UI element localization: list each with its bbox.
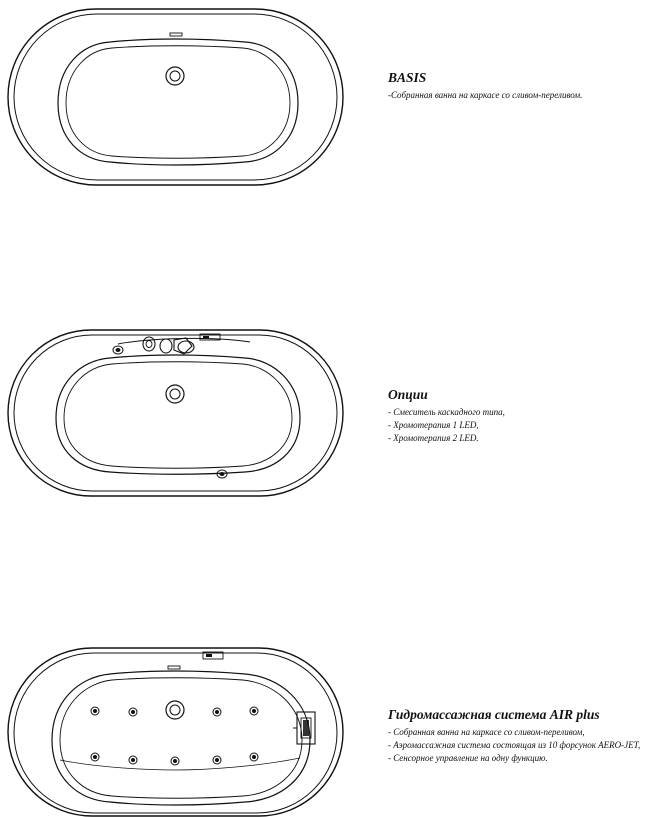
aero-jet-nozzle	[250, 753, 258, 761]
overflow-slot	[168, 666, 180, 669]
drain-inner	[170, 705, 180, 715]
caption-title: Опции	[388, 387, 428, 402]
drain-outer	[166, 701, 184, 719]
tub-basin-outline	[56, 355, 300, 474]
aero-jet-nozzle	[91, 707, 99, 715]
caption-line: - Хромотерапия 1 LED,	[388, 420, 479, 430]
caption-line: - Смеситель каскадного типа,	[388, 407, 505, 417]
tub-basin-inner-ledge	[60, 678, 302, 799]
tub-basin-outline	[52, 671, 310, 805]
aero-jet-nozzle	[213, 708, 221, 716]
bathtub-basis-drawing	[0, 8, 360, 186]
aero-jet-nozzle	[91, 753, 99, 761]
overflow-slot	[170, 33, 182, 36]
chromotherapy-light-1	[113, 346, 123, 354]
caption-title: Гидромассажная система AIR plus	[388, 707, 600, 722]
caption-air-plus	[388, 707, 650, 765]
caption-basis	[388, 70, 650, 102]
caption-line: - Аэромассажная система состоящая из 10 форсунок AERO-JET,	[388, 740, 641, 750]
tub-basin-inner-ledge	[64, 362, 292, 469]
cascade-mixer	[143, 334, 220, 354]
aero-jet-nozzle	[213, 756, 221, 764]
aero-jet-nozzle	[129, 708, 137, 716]
tub-outer-rim	[8, 648, 343, 816]
bathtub-options-drawing	[0, 322, 360, 502]
aero-jet-nozzle	[250, 707, 258, 715]
caption-line: - Собранная ванна на каркасе со сливом-переливом,	[388, 727, 585, 737]
caption-line: - Сенсорное управление на одну функцию.	[388, 753, 548, 763]
drain-inner	[170, 389, 180, 399]
drain-outer	[166, 385, 184, 403]
tub-lower-basin-curve	[60, 758, 300, 770]
caption-line: - Хромотерапия 2 LED.	[388, 433, 479, 443]
aero-jet-nozzle	[171, 757, 179, 765]
caption-options	[388, 387, 650, 445]
tub-rim-inner-line	[14, 653, 337, 813]
drain-inner	[170, 71, 180, 81]
aero-jet-nozzles	[91, 707, 258, 765]
tub-basin-outline	[58, 39, 298, 165]
tub-basin-inner-ledge	[66, 46, 290, 159]
caption-line: -Собранная ванна на каркасе со сливом-переливом.	[388, 90, 583, 100]
headrest	[293, 712, 315, 744]
tub-rim-inner-line	[14, 335, 337, 491]
drain-outer	[166, 67, 184, 85]
bathtub-air-plus-drawing	[0, 640, 360, 817]
caption-title: BASIS	[388, 70, 427, 85]
aero-jet-nozzle	[129, 756, 137, 764]
